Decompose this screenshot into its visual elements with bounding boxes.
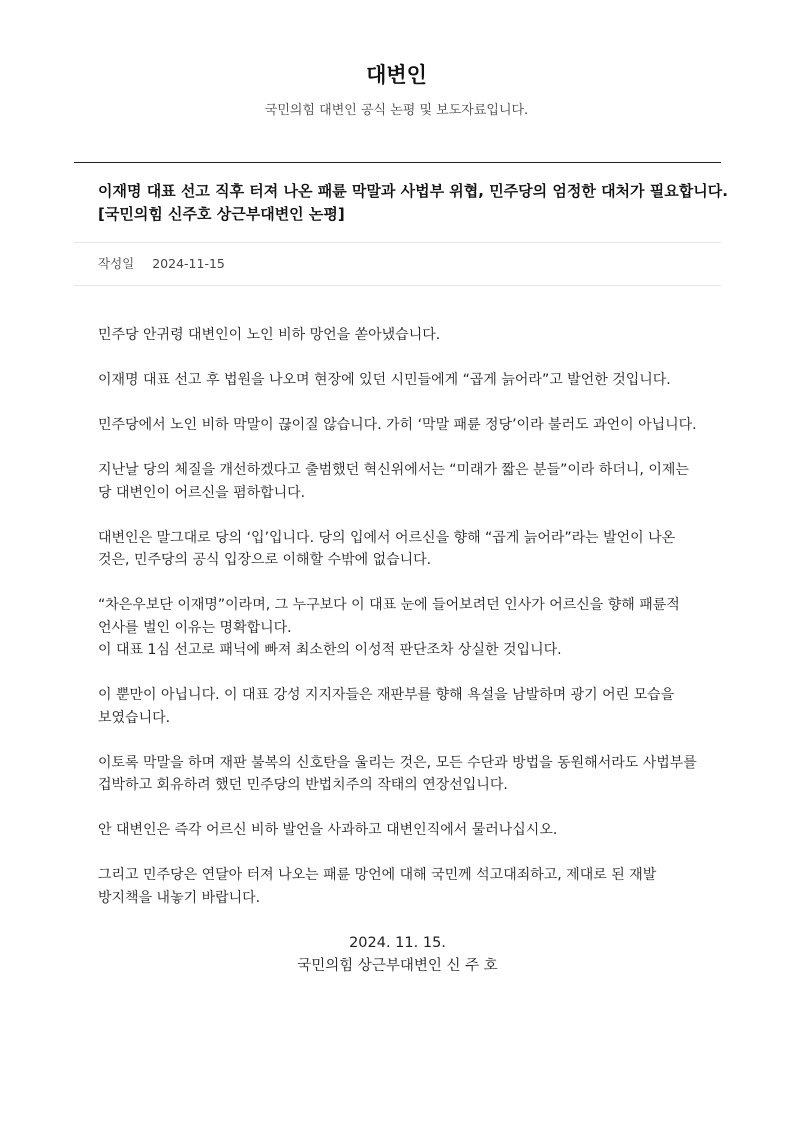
- article-body: [74, 286, 721, 978]
- paragraph: 이토록 막말을 하며 재판 불복의 신호탄을 울리는 것은, 모든 수단과 방법을 동원해서라도 사법부를 겁박하고 회유하려 했던 민주당의 반법치주의 작태의 연장선입니다.: [98, 754, 697, 793]
- signature-block: [98, 932, 697, 978]
- paragraph: “차은우보단 이재명”이라며, 그 누구보다 이 대표 눈에 들어보려던 인사가 어르신을 향해 패륜적 언사를 벌인 이유는 명확합니다. 이 대표 1심 선고로 패닉에 빠져 최소한의 이성적 판단조차 상실한 것입니다.: [98, 597, 680, 658]
- article-meta: [74, 243, 721, 286]
- paragraph: 이 뿐만이 아닙니다. 이 대표 강성 지지자들은 재판부를 향해 욕설을 남발하며 광기 어린 모습을 보였습니다.: [98, 687, 675, 726]
- date-label: 작성일: [98, 256, 135, 271]
- page-title: 대변인: [366, 63, 427, 87]
- press-article: [74, 162, 728, 978]
- signature-date: 2024. 11. 15.: [349, 934, 446, 951]
- date-value: 2024-11-15: [152, 256, 225, 271]
- paragraph: 지난날 당의 체질을 개선하겠다고 출범했던 혁신위에서는 “미래가 짧은 분들”이라 하더니, 이제는 당 대변인이 어르신을 폄하합니다.: [98, 462, 689, 501]
- article-title-line-2: [국민의힘 신주호 상근부대변인 논평]: [98, 205, 345, 223]
- site-header: [0, 0, 793, 120]
- paragraph: 그리고 민주당은 연달아 터져 나오는 패륜 망언에 대해 국민께 석고대죄하고, 제대로 된 재발 방지책을 내놓기 바랍니다.: [98, 867, 657, 906]
- paragraph: 안 대변인은 즉각 어르신 비하 발언을 사과하고 대변인직에서 물러나십시오.: [98, 822, 558, 838]
- paragraph: 대변인은 말그대로 당의 ‘입’입니다. 당의 입에서 어르신을 향해 “곱게 늙어라”라는 발언이 나온 것은, 민주당의 공식 입장으로 이해할 수밖에 없습니다.: [98, 529, 676, 568]
- page-subtitle: 국민의힘 대변인 공식 논평 및 보도자료입니다.: [264, 103, 529, 118]
- paragraph: 이재명 대표 선고 후 법원을 나오며 현장에 있던 시민들에게 “곱게 늙어라”고 발언한 것입니다.: [98, 372, 671, 388]
- signature-name: 국민의힘 상근부대변인 신 주 호: [297, 957, 498, 974]
- article-title-line-1: 이재명 대표 선고 직후 터져 나온 패륜 막말과 사법부 위협, 민주당의 엄정한 대처가 필요합니다.: [98, 182, 728, 200]
- paragraph: 민주당 안귀령 대변인이 노인 비하 망언을 쏟아냈습니다.: [98, 327, 441, 343]
- paragraph: 민주당에서 노인 비하 막말이 끊이질 않습니다. 가히 ‘막말 패륜 정당’이라 불러도 과언이 아닙니다.: [98, 417, 697, 433]
- article-title: [74, 163, 728, 243]
